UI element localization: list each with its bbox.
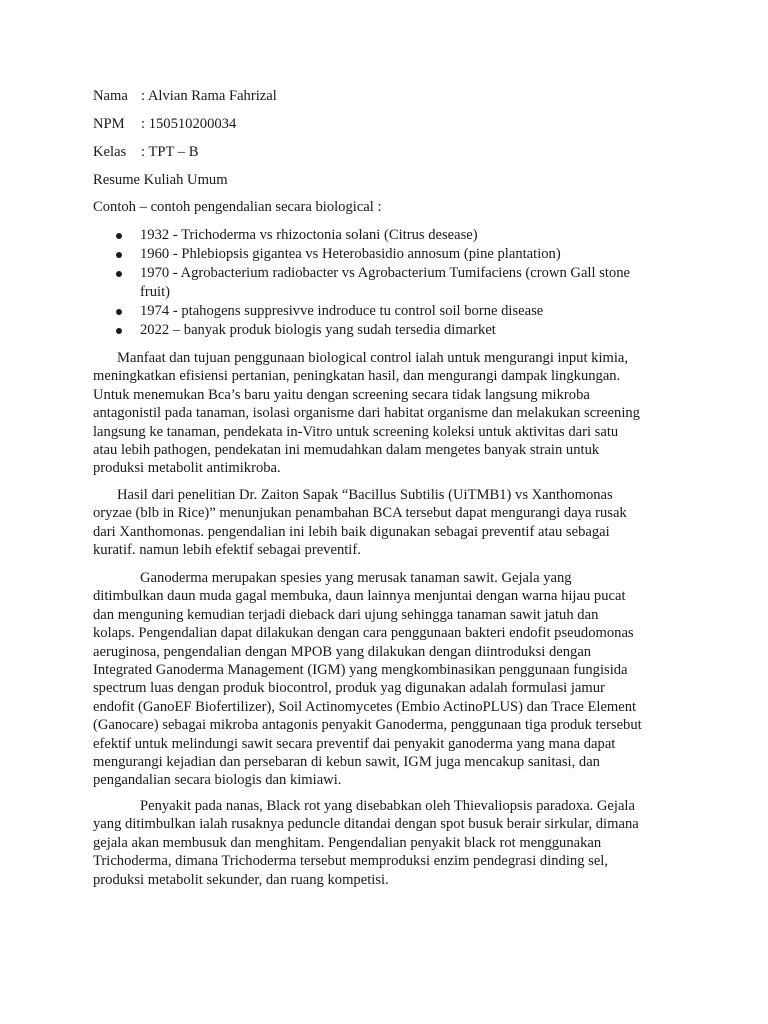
paragraph-line: Hasil dari penelitian Dr. Zaiton Sapak “Bacillus Subtilis (UiTMB1) vs Xanthomonas [117,487,613,503]
kelas-label: Kelas [93,144,127,160]
npm-line [93,115,236,134]
list-item [93,264,673,302]
paragraph-line: Ganoderma merupakan spesies yang merusak tanaman sawit. Gejala yang [140,570,572,586]
bullet-icon [116,252,122,258]
kelas-line [93,143,198,162]
document-title: Resume Kuliah Umum [93,172,228,188]
paragraph-nanas [93,797,683,889]
bullet-icon [116,271,122,277]
list-item-text: 2022 – banyak produk biologis yang sudah tersedia dimarket [140,322,496,338]
list-item [93,321,673,340]
paragraph-ganoderma [93,569,683,790]
paragraph-line: Untuk menemukan Bca’s baru yaitu dengan screening secara tidak langsung mikroba [93,386,590,403]
nama-label: Nama [93,88,128,104]
npm-value: : 150510200034 [141,116,237,132]
paragraph-line: pengandalian secara biologis dan kimiawi. [93,772,342,789]
paragraph-line: yang ditimbulkan ialah rusaknya peduncle ditandai dengan spot busuk berair sirkular, dimana [93,816,639,833]
paragraph-line: atau lebih pathogen, pendekatan ini memudahkan dalam mengetes banyak strain untuk [93,442,600,459]
bullet-icon [116,328,122,334]
paragraph-line: produksi metabolit sekunder, dan ruang kompetisi. [93,871,389,888]
nama-value: : Alvian Rama Fahrizal [141,88,277,104]
intro-line: Contoh – contoh pengendalian secara biological : [93,199,382,215]
paragraph-line: mengurangi kejadian dan persebaran di kebun sawit, IGM juga mencakup sanitasi, dan [93,754,600,771]
npm-label: NPM [93,116,125,132]
paragraph-line: ditimbulkan daun muda gagal membuka, daun lainnya menjuntai dengan warna hijau pucat [93,588,626,605]
paragraph-line: efektif untuk melindungi sawit secara preventif dai penyakit ganoderma yang mana dapat [93,735,616,752]
bullet-icon [116,309,122,315]
list-item-text: 1932 - Trichoderma vs rhizoctonia solani (Citrus desease) [140,227,478,243]
list-item-text-continued: fruit) [140,284,170,300]
paragraph-line: dari Xanthomonas. pengendalian ini lebih baik digunakan sebagai preventif atau sebagai [93,523,610,540]
paragraph-line: meningkatkan efisiensi pertanian, peningkatan hasil, dan mengurangi dampak lingkungan. [93,368,621,385]
paragraph-line: aeruginosa, pengendalian dengan MPOB yang dilakukan dengan diintroduksi dengan [93,643,592,660]
paragraph-manfaat [93,349,683,478]
list-item [93,245,673,264]
list-item [93,302,673,321]
paragraph-line: Trichoderma, dimana Trichoderma tersebut memproduksi enzim pendegrasi dinding sel, [93,853,609,870]
paragraph-line: endofit (GanoEF Biofertilizer), Soil Actinomycetes (Embio ActinoPLUS) dan Trace Element [93,698,637,715]
paragraph-line: Penyakit pada nanas, Black rot yang disebabkan oleh Thievaliopsis paradoxa. Gejala [140,798,635,814]
bullet-icon [116,233,122,239]
kelas-value: : TPT – B [141,144,199,160]
paragraph-hasil [93,486,683,560]
paragraph-line: antagonistil pada tanaman, isolasi organisme dari habitat organisme dan melakukan screening [93,405,640,422]
examples-list [93,226,673,340]
paragraph-line: langsung ke tanaman, pendekata in-Vitro untuk screening koleksi untuk aktivitas dari satu [93,423,619,440]
list-item [93,226,673,245]
paragraph-line: kolaps. Pengendalian dapat dilakukan dengan cara penggunaan bakteri endofit pseudomonas [93,625,634,642]
list-item-text: 1970 - Agrobacterium radiobacter vs Agrobacterium Tumifaciens (crown Gall stone [140,265,630,281]
paragraph-line: spectrum luas dengan produk biocontrol, produk yag digunakan adalah formulasi jamur [93,680,605,697]
paragraph-line: Manfaat dan tujuan penggunaan biological control ialah untuk mengurangi input kimia, [117,350,629,366]
paragraph-line: dan menguning kemudian terjadi dieback dari ujung sehingga tanaman sawit jatuh dan [93,606,599,623]
paragraph-line: kuratif. namun lebih efektif sebagai preventif. [93,542,361,559]
nama-line [93,87,277,106]
list-item-text: 1960 - Phlebiopsis gigantea vs Heterobasidio annosum (pine plantation) [140,246,561,262]
list-item-text: 1974 - ptahogens suppresivve indroduce tu control soil borne disease [140,303,544,319]
paragraph-line: produksi metabolit antimikroba. [93,460,281,477]
paragraph-line: (Ganocare) sebagai mikroba antagonis penyakit Ganoderma, penggunaan tiga produk tersebut [93,717,642,734]
paragraph-line: Integrated Ganoderma Management (IGM) yang mengkombinasikan penggunaan fungisida [93,662,628,679]
paragraph-line: oryzae (blb in Rice)” menunjukan penambahan BCA tersebut dapat mengurangi daya rusak [93,505,627,522]
paragraph-line: gejala akan membusuk dan menghitam. Pengendalian penyakit black rot menggunakan [93,834,602,851]
